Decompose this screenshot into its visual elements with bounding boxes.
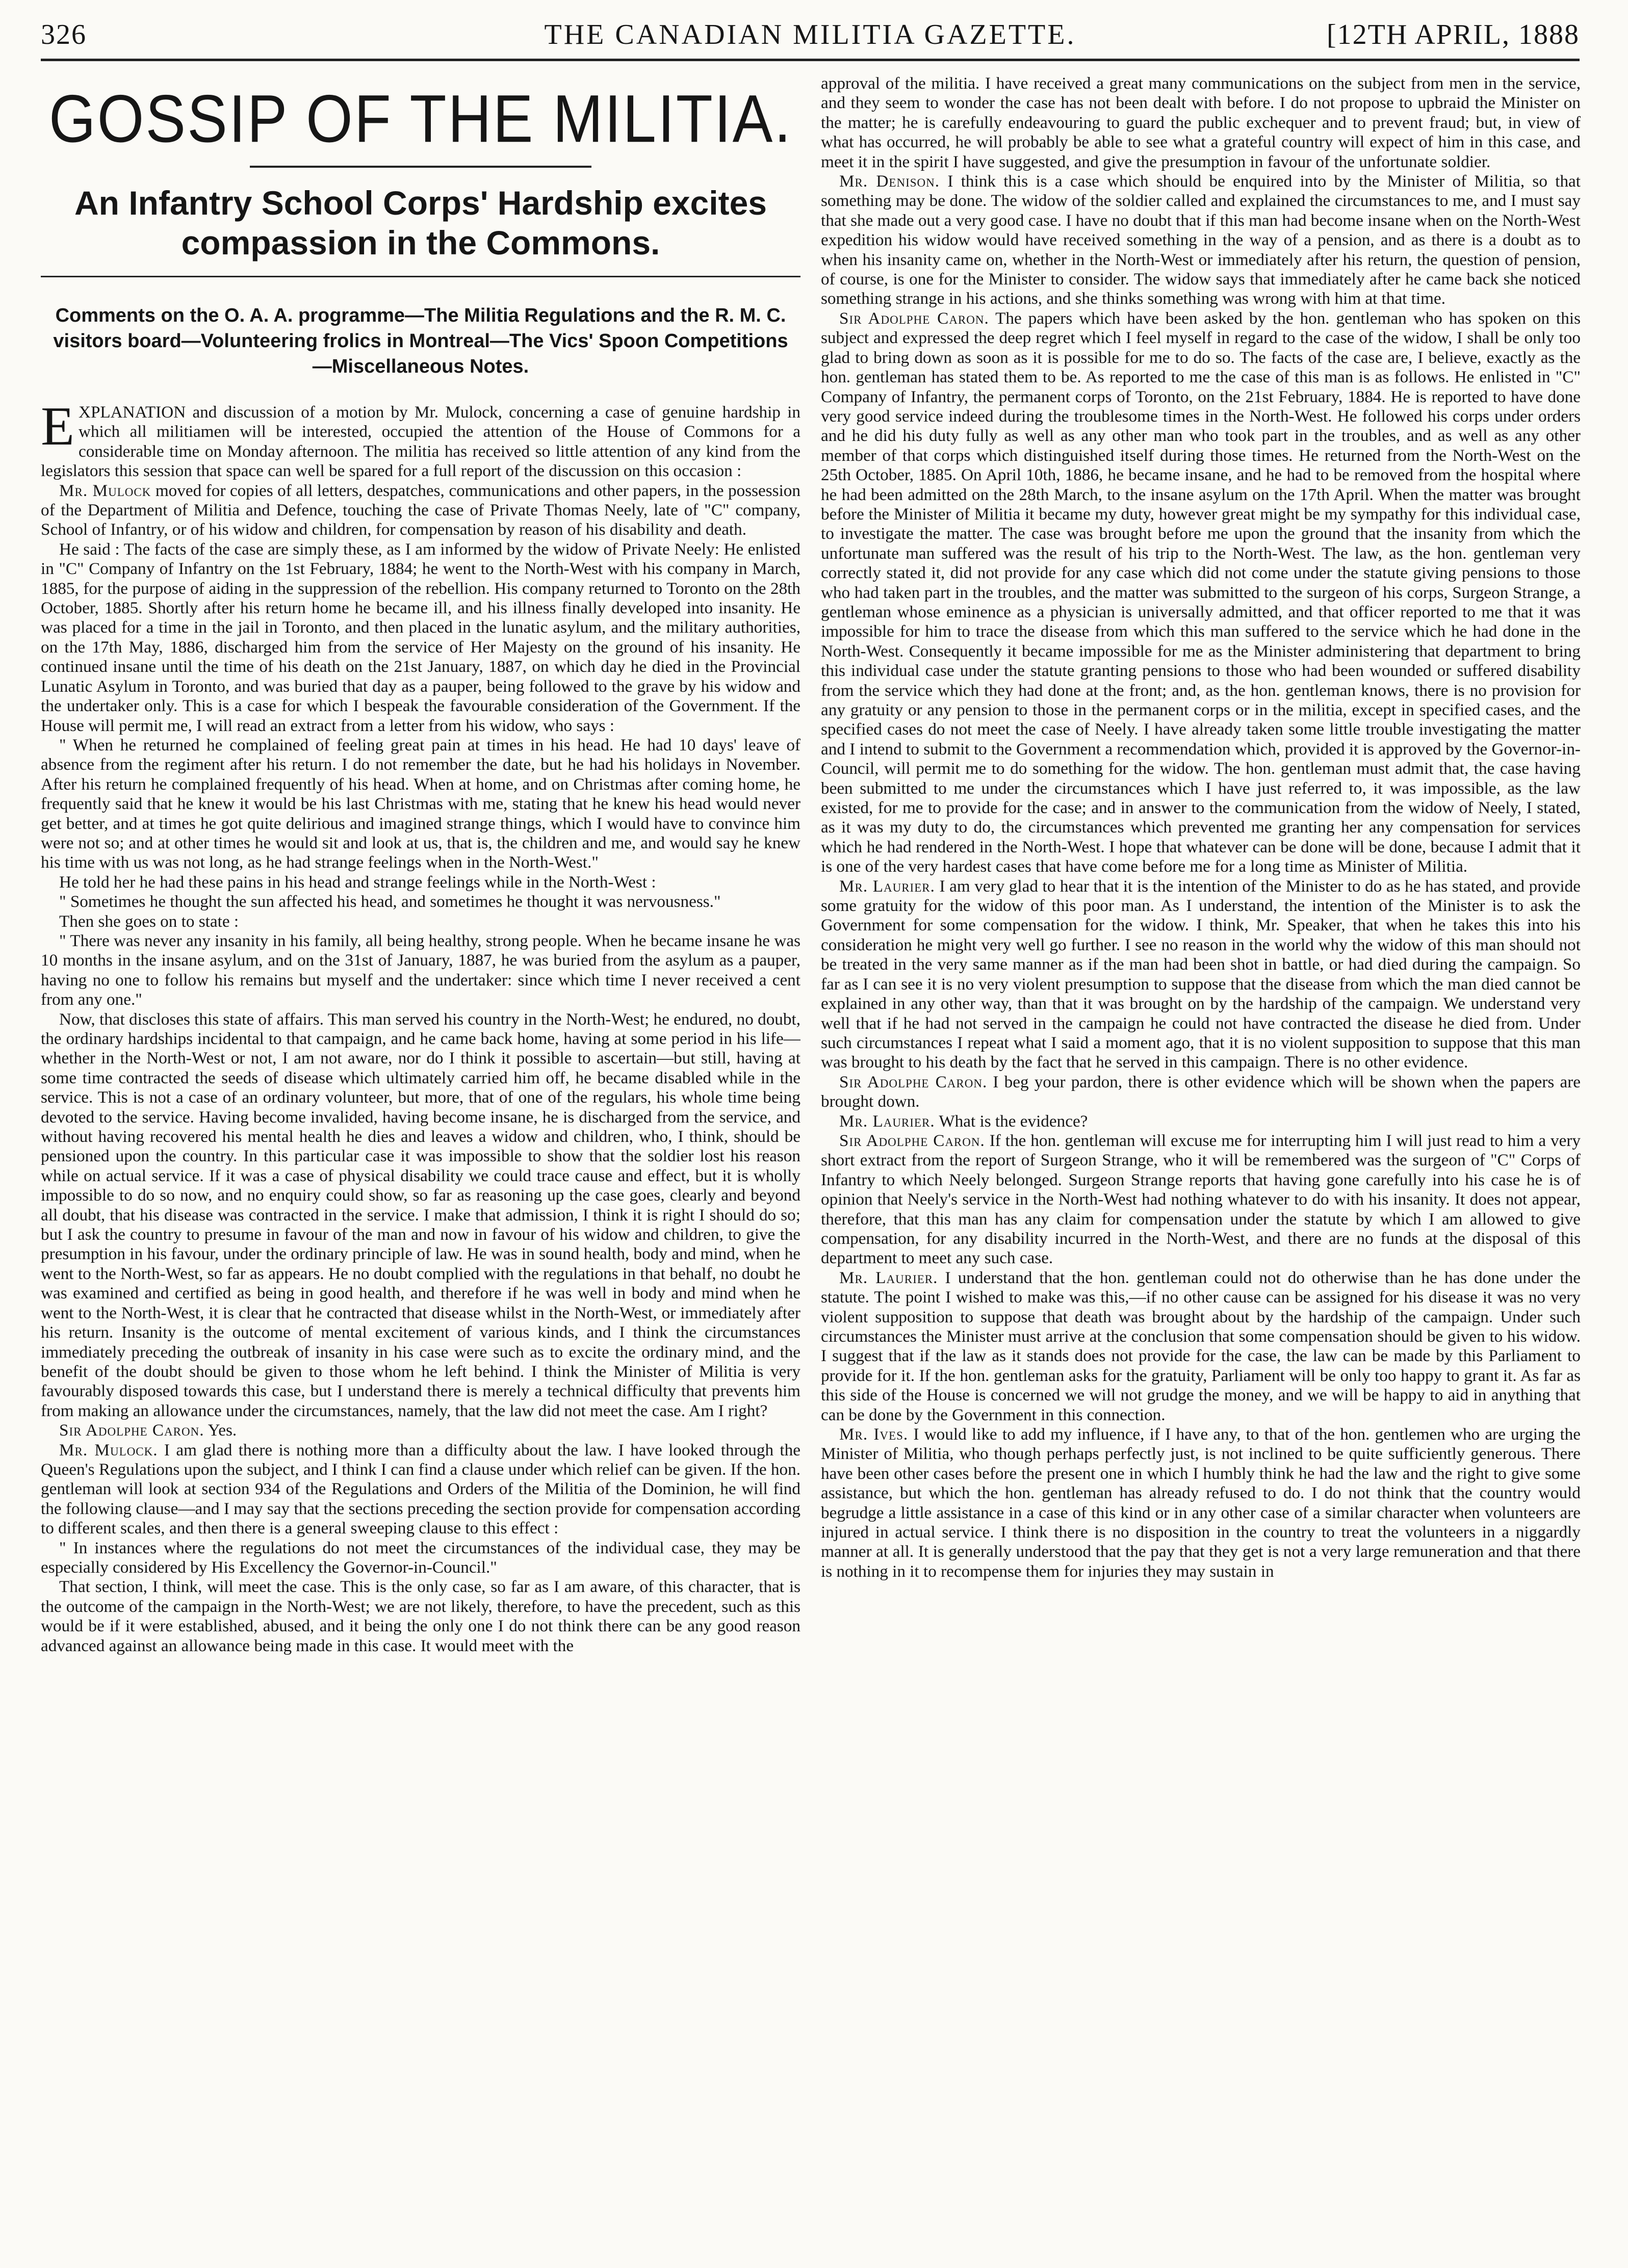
speaker-name: Mr. Ives. <box>839 1425 909 1444</box>
paragraph <box>821 1112 1581 1131</box>
section-title: GOSSIP OF THE MILITIA. <box>48 81 793 157</box>
drop-cap: E <box>41 396 74 457</box>
speaker-name: Mr. Mulock. <box>59 1440 158 1459</box>
running-header <box>41 18 1580 59</box>
paragraph-text: I understand that the hon. gentleman could not do otherwise than he has done under the statute. The point I wished to make was this,—if no other cause can be assigned for his disease it was no very violent supposition to suppose that death was brought about by the hardship of the campaign. Under such circumstances the Minister must arrive at the conclusion that some compensation should be given to his widow. I suggest that if the law as it stands does not provide for the case, the law can be made by this Parliament to provide for it. If the hon. gentleman asks for the gratuity, Parliament will be only too happy to grant it. As far as this side of the House is concerned we will not grudge the money, and we will be happy to aid in anything that can be done by the Government in this connection. <box>821 1268 1581 1424</box>
masthead: THE CANADIAN MILITIA GAZETTE. <box>544 19 1076 50</box>
paragraph-text: moved for copies of all letters, despatches, communications and other papers, in the possession of the Department of Militia and Defence, touching the case of Private Thomas Neely, late of "C" company, School of Infantry, or of his widow and children, for compensation by reason of his disability and death. <box>41 481 800 539</box>
paragraph <box>821 1073 1581 1112</box>
paragraph <box>41 1010 800 1421</box>
paragraph <box>41 1539 800 1578</box>
intro-paragraph <box>41 396 800 481</box>
left-paragraphs <box>41 481 800 1656</box>
speaker-name: Mr. Laurier. <box>839 876 935 896</box>
paragraph-text: I think this is a case which should be enquired into by the Minister of Militia, so that something may be done. The widow of the soldier called and explained the circumstances to me, and I must say that she made out a very good case. I have no doubt that if this man had become insane when on the North-West expedition his widow would have received something in the way of a pension, and as there is a doubt as to when his insanity came on, whether in the North-West or immediately after his return, the question of pension, of course, is one for the Minister to consider. The widow says that immediately after he came back she noticed something strange in his actions, and she thinks something was wrong with him at that time. <box>821 172 1581 308</box>
paragraph-text: " There was never any insanity in his family, all being healthy, strong people. When he became insane he was 10 months in the insane asylum, and on the 31st of January, 1887, he was buried from the asylum as a pauper, having no one to follow his remains but myself and the undertaker: since which time I never received a cent from any one." <box>41 931 800 1009</box>
title-rule <box>250 166 591 168</box>
speaker-name: Mr. Laurier. <box>839 1111 935 1131</box>
paragraph-text: He told her he had these pains in his head and strange feelings while in the North-West : <box>59 872 656 892</box>
paragraph <box>41 481 800 540</box>
paragraph <box>41 873 800 892</box>
paragraph-text: I am very glad to hear that it is the intention of the Minister to do as he has stated, and provide some gratuity for the widow of this poor man. As I understand, the intention of the Minister is to ask the Government for some compensation for the widow. I think, Mr. Speaker, that when he takes this into his consideration he might very well go further. I see no reason in the world why the widow of this man should not be treated in the very same manner as if the man had been shot in battle, or had died during the campaign. So far as I can see it is no very violent presumption to suppose that the disease from which the man died cannot be explained in any other way, than that it was brought on by the hardship of the campaign. We understand very well that if he had not served in the campaign he could not have contracted the disease he died from. Under such circumstances I repeat what I said a moment ago, that it is no violent supposition to suppose that this man was brought to his death by the fact that he served in this campaign. There is no other evidence. <box>821 876 1581 1072</box>
intro-text: XPLANATION and discussion of a motion by Mr. Mulock, concerning a case of genuine hardship in which all militiamen will be interested, occupied the attention of the House of Commons for a considerable time on Monday afternoon. The militia has received so little attention of any kind from the legislators this session that space can well be spared for a full report of the discussion on this occasion : <box>41 403 800 481</box>
paragraph-text: What is the evidence? <box>935 1111 1088 1131</box>
speaker-name: Mr. Laurier. <box>839 1268 938 1287</box>
paragraph <box>821 1268 1581 1425</box>
paragraph-text: " In instances where the regulations do not meet the circumstances of the individual case, they may be especially considered by His Excellency the Governor-in-Council." <box>41 1538 800 1577</box>
paragraph-text: I beg your pardon, there is other evidence which will be shown when the papers are brought down. <box>821 1072 1581 1111</box>
paragraph-text: I would like to add my influence, if I have any, to that of the hon. gentlemen who are urging the Minister of Militia, who though perhaps perfectly just, is not inclined to be quite sufficiently generous. There have been other cases before the present one in which I humbly think he had the law and the right to give some assistance, but which the hon. gentleman has already refused to do. I do not think that the country would begrudge a little assistance in a case of this kind or in any other case of a similar character when volunteers are injured in actual service. I think there is no disposition in the country to treat the volunteers in a niggardly manner at all. It is generally understood that the pay that they get is not a very large remuneration and that there is nothing in it to recompense them for injuries they may sustain in <box>821 1425 1581 1581</box>
paragraph <box>41 892 800 911</box>
right-column <box>821 74 1581 2253</box>
speaker-name: Sir Adolphe Caron. <box>839 308 989 328</box>
paragraph-text: He said : The facts of the case are simply these, as I am informed by the widow of Private Neely: He enlisted in "C" Company of Infantry on the 1st February, 1884; he went to the North-West with his company in March, 1885, for the purpose of aiding in the suppression of the rebellion. His company returned to Toronto on the 28th October, 1885. Shortly after his return home he became ill, and his illness finally developed into insanity. He was placed for a time in the jail in Toronto, and then placed in the lunatic asylum, and the military authorities, on the 17th May, 1886, discharged him from the service of Her Majesty on the ground of his insanity. He continued insane until the time of his death on the 21st January, 1887, on which day he died in the Provincial Lunatic Asylum in Toronto, and was buried that day as a pauper, being followed to the grave by his widow and the undertaker only. This is a case for which I bespeak the favourable consideration of the Government. If the House will permit me, I will read an extract from a letter from his widow, who says : <box>41 539 800 735</box>
paragraph <box>821 309 1581 877</box>
speaker-name: Sir Adolphe Caron. <box>59 1421 204 1440</box>
paragraph-text: Yes. <box>204 1421 237 1440</box>
header-rule <box>41 59 1580 61</box>
left-column <box>41 74 800 2253</box>
paragraph <box>821 1425 1581 1581</box>
paragraph <box>821 172 1581 309</box>
paragraph-text: The papers which have been asked by the hon. gentleman who has spoken on this subject and expressed the deep regret which I feel myself in regard to the case of the widow, I shall be only too glad to bring down as soon as it is possible for me to do so. The facts of the case are, I believe, exactly as the hon. gentleman has stated them to be. As reported to me the case of this man is as follows. He enlisted in "C" Company of Infantry, the permanent corps of Toronto, on the 21st February, 1884. He is reported to have done very good service indeed during the troublesome times in the North-West. He followed his corps under orders and he did his duty fully as well as any other man who took part in the troubles, and as well as any other member of that corps which distinguished itself during those times. He returned from the North-West on the 25th October, 1885. On April 10th, 1886, he became insane, and he had to be removed from the hospital where he had been admitted on the 28th March, to the insane asylum on the 17th April. When the matter was brought before the Minister of Militia it became my duty, however great might be my sympathy for this individual case, to investigate the matter. The case was brought before me upon the ground that the insanity from which the unfortunate man suffered was the result of his trip to the North-West. The law, as the hon. gentleman very correctly stated it, did not provide for any case which did not come under the statute giving pensions to those who had taken part in the troubles, and the matter was submitted to the surgeon of his corps, Surgeon Strange, a gentleman whose eminence as a physician is universally admitted, and that officer reported to me that it was impossible for him to trace the disease from which this man suffered to the service which he had done in the North-West. Consequently it became impossible for me as the Minister administering that department to bring this individual case under the statute granting pensions to those who had been wounded or suffered disability from the service which they had done at the front; and, as the hon. gentleman knows, there is no provision for any gratuity or any pension to those in the permanent corps or in the militia, except in specified cases, and the specified cases do not meet the case of Neely. I have already taken some little trouble investigating the matter and I intend to submit to the Government a recommendation which, provided it is approved by the Governor-in-Council, will permit me to do something for the widow. The hon. gentleman must admit that, the case having been submitted to me under the circumstances which I have just referred to, it was impossible, as the law existed, for me to provide for the case; and in answer to the communication from the widow of Neely, I stated, as it was my duty to do, the circumstances which prevented me granting her any compensation for services which he had rendered in the North-West. I hope that whatever can be done will be done, because I admit that it is one of the very hardest cases that have come before me for a long time as Minister of Militia. <box>821 308 1581 876</box>
speaker-name: Sir Adolphe Caron. <box>839 1072 988 1091</box>
headline-rule <box>41 276 800 277</box>
paragraph <box>41 931 800 1010</box>
paragraph <box>41 912 800 931</box>
paragraph-text: If the hon. gentleman will excuse me for interrupting him I will just read to him a very short extract from the report of Surgeon Strange, who it will be remembered was the surgeon of "C" Corps of Infantry to which Neely belonged. Surgeon Strange reports that having gone carefully into his case he is of opinion that Neely's service in the North-West had nothing whatever to do with his insanity. It does not appear, therefore, that this man has any claim for compensation under the statute by which I am allowed to give compensation, for any disability incurred in the North-West, and there are no funds at the disposal of this department to meet any such case. <box>821 1131 1581 1268</box>
paragraph-text: " When he returned he complained of feeling great pain at times in his head. He had 10 days' leave of absence from the regiment after his return. I do not remember the date, but he had his holidays in November. After his return he complained frequently of his head. When at home, and on Christmas after coming home, he frequently said that he knew it would be his last Christmas with me, stating that he knew his head would never get better, and at times he got quite delirious and imagined strange things, which I would have to convince him were not so; and at other times he would sit and look at us, that is, the children and me, and would say he knew his time with us was not long, as he had strange feelings when in the North-West." <box>41 735 800 872</box>
paragraph <box>41 1577 800 1656</box>
paragraph-text: Then she goes on to state : <box>59 911 239 931</box>
paragraph-text: Now, that discloses this state of affairs. This man served his country in the North-West; he endured, no doubt, the ordinary hardships incidental to that campaign, and he came back home, having at some period in his life—whether in the North-West or not, I am not aware, nor do I think it possible to ascertain—but still, having at some time contracted the seeds of disease which ultimately carried him off, he became disabled while in the service. This is not a case of an ordinary volunteer, but more, that of one of the regulars, his whole time being devoted to the service. Having become invalided, having become insane, he is discharged from the service, and without having recovered his mental health he dies and leaves a widow and children, who, I think, should be pensioned upon the country. In this particular case it was impossible to show that the soldier lost his reason while on actual service. If it was a case of physical disability we could trace cause and effect, but it is wholly impossible to do so now, and no enquiry could show, so far as reasoning up the case goes, clearly and beyond all doubt, that his disease was contracted in the service. I make that admission, I think it is right I should do so; but I ask the country to presume in favour of the man and now in favour of his widow and children, to give the presumption in his favour, under the ordinary principle of law. He was in sound health, body and mind, when he went to the North-West, so far as appears. He no doubt complied with the regulations in that behalf, no doubt he was examined and certified as being in good health, and therefore if he was well in body and mind when he went to the North-West, it is clear that he contracted that disease whilst in the North-West, or immediately after his return. Insanity is the outcome of mental excitement of various kinds, and I think the circumstances immediately preceding the outbreak of insanity in his case were such as to excite the ordinary mind, and the benefit of the doubt should be given to those whom he left behind. I think the Minister of Militia is very favourably disposed towards this case, but I understand there is merely a technical difficulty that prevents him from making an allowance under the circumstances, namely, that the law did not meet the case. Am I right? <box>41 1009 800 1420</box>
paragraph-text: I am glad there is nothing more than a difficulty about the law. I have looked through the Queen's Regulations upon the subject, and I think I can find a clause under which relief can be given. If the hon. gentleman will look at section 934 of the Regulations and Orders of the Militia of the Dominion, he will find the following clause—and I may say that the sections preceding the section provide for compensation according to different scales, and then there is a general sweeping clause to this effect : <box>41 1440 800 1538</box>
paragraph <box>41 540 800 736</box>
paragraph <box>821 74 1581 172</box>
page-number: 326 <box>41 19 87 50</box>
paragraph <box>41 1421 800 1440</box>
issue-date: [12TH APRIL, 1888 <box>1327 19 1580 50</box>
article-subhead: Comments on the O. A. A. programme—The Militia Regulations and the R. M. C. visitors board—Volunteering frolics in Montreal—The Vics' Spoon Competitions—Miscellaneous Notes. <box>53 305 788 377</box>
paragraph <box>41 1441 800 1539</box>
paragraph-text: approval of the militia. I have received a great many communications on the subject from men in the service, and they seem to wonder the case has not been dealt with before. I do not propose to upbraid the Minister on the matter; he is carefully endeavouring to guard the public exchequer and to prevent fraud; but, in view of what has occurred, he will probably be able to see what a grateful country will expect of him in this case, and meet it in the spirit I have suggested, and give the presumption in favour of the unfortunate soldier. <box>821 74 1581 171</box>
paragraph-text: " Sometimes he thought the sun affected his head, and sometimes he thought it was nervousness." <box>59 892 721 911</box>
paragraph <box>821 877 1581 1073</box>
right-paragraphs <box>821 74 1581 1581</box>
speaker-name: Mr. Mulock <box>59 481 151 500</box>
paragraph-text: That section, I think, will meet the case. This is the only case, so far as I am aware, of this character, that is the outcome of the campaign in the North-West; we are not likely, therefore, to have the precedent, such as this would be if it were established, abused, and it being the only one I do not think there can be any good reason advanced against an allowance being made in this case. It would meet with the <box>41 1577 800 1655</box>
speaker-name: Mr. Denison. <box>839 172 940 191</box>
speaker-name: Sir Adolphe Caron. <box>839 1131 985 1150</box>
paragraph <box>821 1131 1581 1268</box>
paragraph <box>41 736 800 873</box>
article-headline: An Infantry School Corps' Hardship excites compassion in the Commons. <box>74 184 767 262</box>
